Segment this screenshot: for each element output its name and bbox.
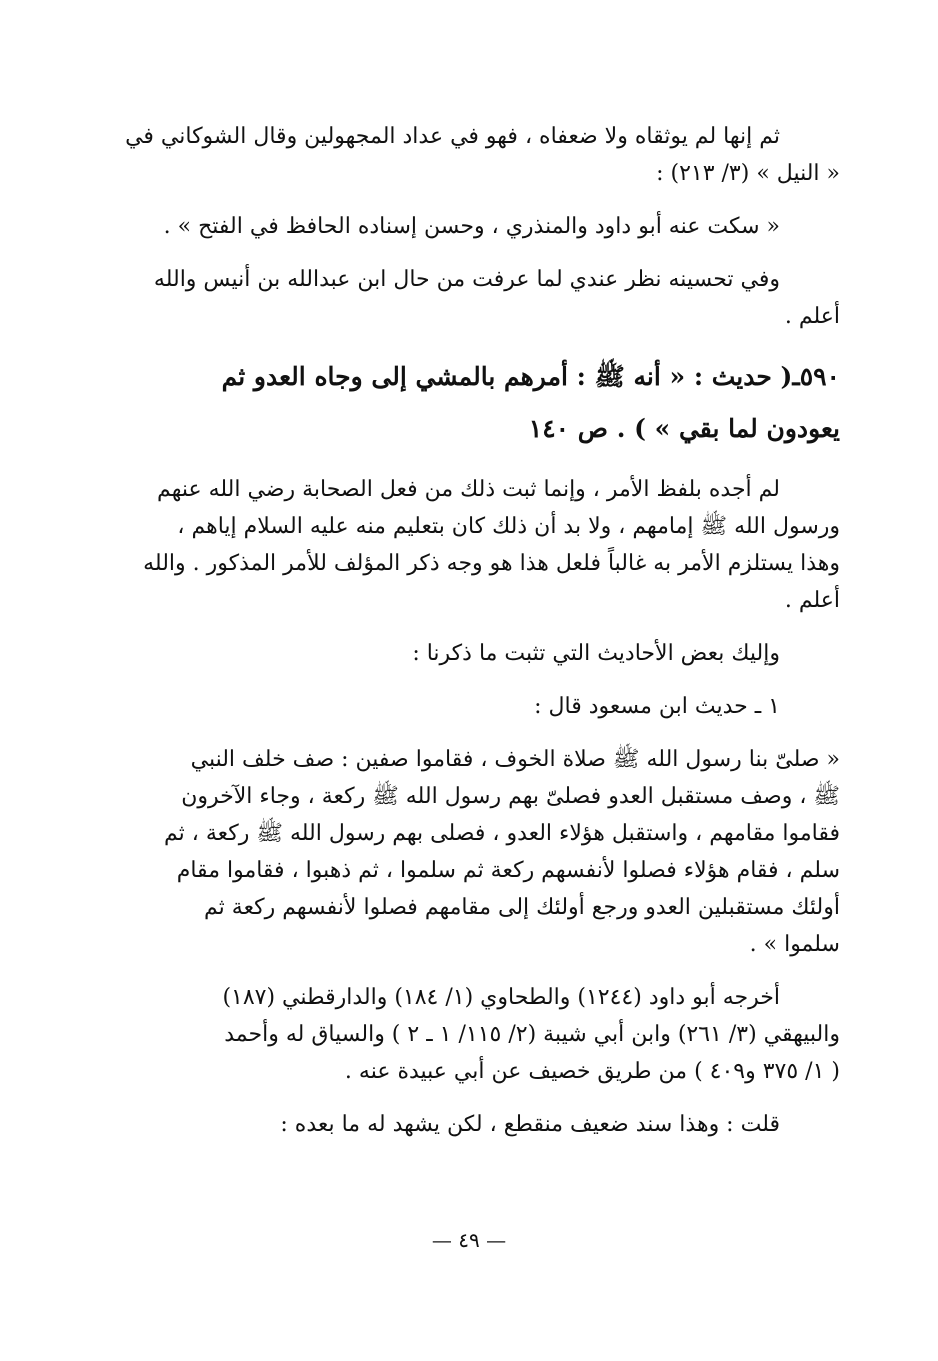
text-line: أخرجه أبو داود (١٢٤٤) والطحاوي (١/ ١٨٤) والدارقطني (١٨٧) bbox=[222, 985, 780, 1010]
paragraph bbox=[120, 118, 840, 192]
quote-line: ﷺ ، وصف مستقبل العدو فصلىّ بهم رسول الله ﷺ ركعة ، وجاء الآخرون bbox=[181, 784, 840, 809]
text-line: ثم إنها لم يوثقاه ولا ضعفاه ، فهو في عداد المجهولين وقال الشوكاني في bbox=[125, 124, 780, 149]
quote-line: سلم ، فقام هؤلاء فصلوا لأنفسهم ركعة ثم سلموا ، ثم ذهبوا ، فقاموا مقام bbox=[176, 858, 840, 883]
text-line: وهذا يستلزم الأمر به غالباً فلعل هذا هو وجه ذكر المؤلف للأمر المذكور . والله bbox=[143, 551, 840, 576]
heading-line: يعودون لما بقي » ) . ص ١٤٠ bbox=[528, 414, 840, 443]
hadith-heading bbox=[120, 351, 840, 455]
paragraph bbox=[120, 1106, 840, 1143]
quoted-hadith bbox=[120, 741, 840, 963]
paragraph bbox=[120, 635, 840, 672]
paragraph bbox=[120, 208, 840, 245]
paragraph bbox=[120, 261, 840, 335]
quote-line: سلموا » . bbox=[749, 932, 840, 957]
paragraph bbox=[120, 688, 840, 725]
text-line: لم أجده بلفظ الأمر ، وإنما ثبت ذلك من فعل الصحابة رضي الله عنهم bbox=[157, 477, 780, 502]
text-line: وإليك بعض الأحاديث التي تثبت ما ذكرنا : bbox=[412, 641, 780, 666]
text-line: والبيهقي (٣/ ٢٦١) وابن أبي شيبة (٢/ ١١٥/ ١ ـ ٢ ) والسياق له وأحمد bbox=[224, 1022, 840, 1047]
text-line: قلت : وهذا سند ضعيف منقطع ، لكن يشهد له ما بعده : bbox=[280, 1112, 780, 1137]
text-line: وفي تحسينه نظر عندي لما عرفت من حال ابن عبدالله بن أنيس والله bbox=[153, 267, 780, 292]
takhrij-paragraph bbox=[120, 979, 840, 1090]
quote-line: فقاموا مقامهم ، واستقبل هؤلاء العدو ، فصلى بهم رسول الله ﷺ ركعة ، ثم bbox=[164, 821, 840, 846]
quote-line: « صلىّ بنا رسول الله ﷺ صلاة الخوف ، فقاموا صفين : صف خلف النبي bbox=[190, 747, 840, 772]
text-line: أعلم . bbox=[784, 304, 840, 329]
page-body bbox=[120, 118, 840, 1143]
text-line: ١ ـ حديث ابن مسعود قال : bbox=[534, 694, 780, 719]
heading-line: ٥٩٠ـ( حديث : « أنه ﷺ : أمرهم بالمشي إلى وجاه العدو ثم bbox=[221, 362, 840, 391]
text-line: أعلم . bbox=[784, 588, 840, 613]
quote-line: أولئك مستقبلين العدو ورجع أولئك إلى مقامهم فصلوا لأنفسهم ركعة ثم bbox=[204, 895, 840, 920]
paragraph bbox=[120, 471, 840, 619]
text-line: « النيل » (٣/ ٢١٣) : bbox=[656, 161, 840, 186]
quote-line: « سكت عنه أبو داود والمنذري ، وحسن إسناده الحافظ في الفتح » . bbox=[163, 214, 780, 239]
text-line: ( ١/ ٣٧٥ و٤٠٩ ) من طريق خصيف عن أبي عبيدة عنه . bbox=[344, 1059, 840, 1084]
text-line: ورسول الله ﷺ إمامهم ، ولا بد أن ذلك كان بتعليم منه عليه السلام إياهم ، bbox=[177, 514, 840, 539]
page-number: — ٤٩ — bbox=[431, 1228, 507, 1252]
